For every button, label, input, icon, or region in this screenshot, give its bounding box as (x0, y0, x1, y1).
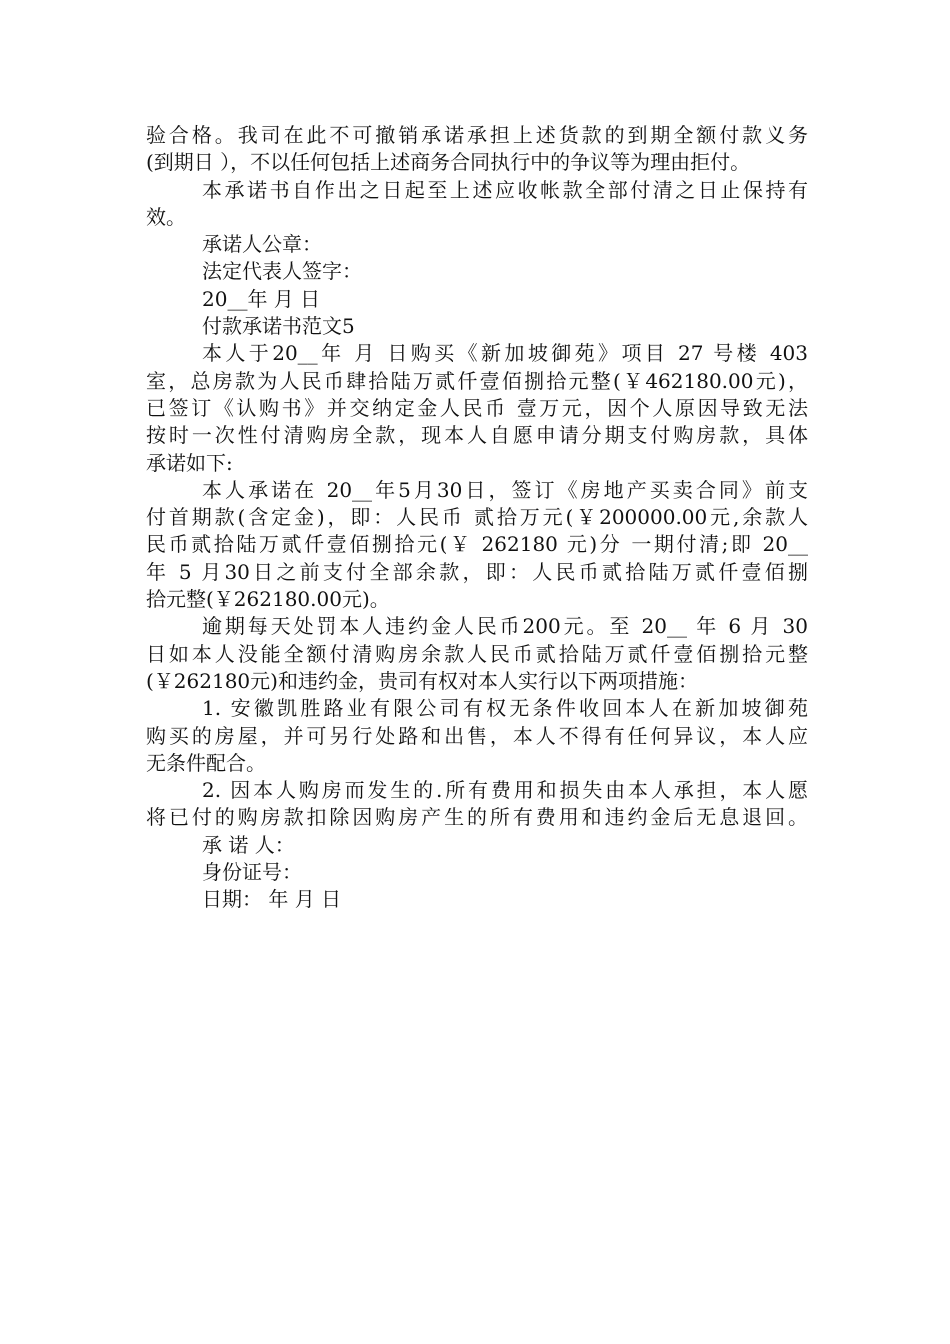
paragraph-line: 已签订《认购书》并交纳定金人民币 壹万元，因个人原因导致无法 (146, 395, 808, 420)
paragraph-line: 效。 (146, 204, 186, 229)
paragraph-line: (到期日 ），不以任何包括上述商务合同执行中的争议等为理由拒付。 (146, 150, 751, 175)
paragraph-line: 按时一次性付清购房全款，现本人自愿申请分期支付购房款，具体 (146, 423, 808, 448)
paragraph-line: 民币贰拾陆万贰仟壹佰捌拾元(￥ 262180 元)分 一期付清;即 20__ (146, 532, 808, 557)
paragraph-line: 年 5 月30日之前支付全部余款，即：人民币贰拾陆万贰仟壹佰捌 (146, 559, 808, 584)
paragraph-line: 拾元整(￥262180.00元)。 (146, 587, 390, 612)
id-number-label: 身份证号： (202, 860, 302, 885)
section-title: 付款承诺书范文5 (202, 314, 355, 339)
date-line: 20__年 月 日 (202, 286, 321, 311)
list-item-line: 将已付的购房款扣除因购房产生的所有费用和违约金后无息退回。 (146, 805, 808, 830)
paragraph-line: (￥262180元)和违约金，贵司有权对本人实行以下两项措施： (146, 668, 698, 693)
paragraph-line: 付首期款(含定金)，即：人民币 贰拾万元(￥200000.00元,余款人 (146, 505, 808, 530)
document-body (146, 122, 808, 914)
paragraph-line: 本人于20__年 月 日购买《新加坡御苑》项目 27 号楼 403 (202, 341, 808, 366)
legal-representative-signature-label: 法定代表人签字： (202, 259, 362, 284)
date-label: 日期： 年 月 日 (202, 887, 342, 912)
list-item-line: 购买的房屋，并可另行处路和出售，本人不得有任何异议，本人应 (146, 723, 808, 748)
paragraph-line: 承诺如下: (146, 450, 233, 475)
list-item-line: 无条件配合。 (146, 750, 266, 775)
paragraph-line: 本承诺书自作出之日起至上述应收帐款全部付清之日止保持有 (202, 177, 808, 202)
paragraph-line: 本人承诺在 20__年5月30日，签订《房地产买卖合同》前支 (202, 477, 808, 502)
company-seal-label: 承诺人公章： (202, 232, 322, 257)
paragraph-line: 验合格。我司在此不可撤销承诺承担上述货款的到期全额付款义务 (146, 123, 808, 147)
list-item-line: 2. 因本人购房而发生的.所有费用和损失由本人承担，本人愿 (202, 778, 808, 803)
paragraph-line: 逾期每天处罚本人违约金人民币200元。至 20__ 年 6 月 30 (202, 614, 808, 639)
paragraph-line: 室，总房款为人民币肆拾陆万贰仟壹佰捌拾元整(￥462180.00元)， (146, 368, 808, 393)
list-item-line: 1. 安徽凯胜路业有限公司有权无条件收回本人在新加坡御苑 (202, 696, 808, 721)
paragraph-line: 日如本人没能全额付清购房余款人民币贰拾陆万贰仟壹佰捌拾元整 (146, 641, 808, 666)
promisor-label: 承 诺 人： (202, 832, 295, 857)
